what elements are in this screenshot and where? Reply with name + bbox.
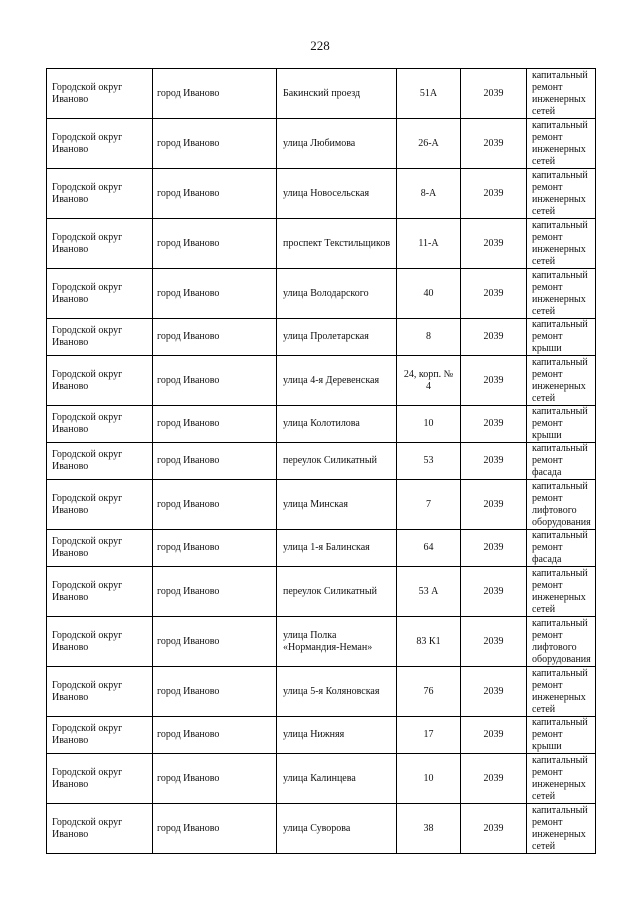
house-number-cell: 24, корп. № 4 [397,356,461,406]
municipality-cell: Городской округ Иваново [47,667,153,717]
street-cell: улица Суворова [277,804,397,854]
locality-cell: город Иваново [153,119,277,169]
table-row [47,530,596,567]
street-cell: улица Пролетарская [277,319,397,356]
street-cell: улица Калинцева [277,754,397,804]
year-cell: 2039 [461,119,527,169]
table-row [47,219,596,269]
house-number-cell: 83 К1 [397,617,461,667]
house-number-cell: 53 [397,443,461,480]
street-cell: переулок Силикатный [277,567,397,617]
house-number-cell: 53 А [397,567,461,617]
year-cell: 2039 [461,480,527,530]
locality-cell: город Иваново [153,269,277,319]
house-number-cell: 17 [397,717,461,754]
table-row [47,617,596,667]
locality-cell: город Иваново [153,69,277,119]
street-cell: Бакинский проезд [277,69,397,119]
locality-cell: город Иваново [153,667,277,717]
municipality-cell: Городской округ Иваново [47,480,153,530]
municipality-cell: Городской округ Иваново [47,269,153,319]
work-type-cell: капитальный ремонт инженерных сетей [527,269,596,319]
table-row [47,667,596,717]
municipality-cell: Городской округ Иваново [47,356,153,406]
locality-cell: город Иваново [153,406,277,443]
work-type-cell: капитальный ремонт лифтового оборудования [527,617,596,667]
municipality-cell: Городской округ Иваново [47,617,153,667]
street-cell: улица Володарского [277,269,397,319]
work-type-cell: капитальный ремонт инженерных сетей [527,119,596,169]
work-type-cell: капитальный ремонт фасада [527,443,596,480]
year-cell: 2039 [461,530,527,567]
work-type-cell: капитальный ремонт крыши [527,406,596,443]
street-cell: улица Полка «Нормандия-Неман» [277,617,397,667]
table-row [47,804,596,854]
work-type-cell: капитальный ремонт инженерных сетей [527,567,596,617]
year-cell: 2039 [461,667,527,717]
street-cell: улица Нижняя [277,717,397,754]
table-row [47,754,596,804]
locality-cell: город Иваново [153,754,277,804]
locality-cell: город Иваново [153,480,277,530]
house-number-cell: 10 [397,754,461,804]
municipality-cell: Городской округ Иваново [47,169,153,219]
locality-cell: город Иваново [153,319,277,356]
street-cell: улица Минская [277,480,397,530]
street-cell: улица 5-я Коляновская [277,667,397,717]
table-row [47,567,596,617]
work-type-cell: капитальный ремонт инженерных сетей [527,356,596,406]
table-row [47,717,596,754]
work-type-cell: капитальный ремонт инженерных сетей [527,667,596,717]
table-row [47,319,596,356]
page-number: 228 [310,38,330,53]
locality-cell: город Иваново [153,717,277,754]
year-cell: 2039 [461,804,527,854]
work-type-cell: капитальный ремонт крыши [527,717,596,754]
work-type-cell: капитальный ремонт инженерных сетей [527,169,596,219]
municipality-cell: Городской округ Иваново [47,319,153,356]
locality-cell: город Иваново [153,356,277,406]
locality-cell: город Иваново [153,617,277,667]
table-row [47,406,596,443]
street-cell: улица 4-я Деревенская [277,356,397,406]
municipality-cell: Городской округ Иваново [47,69,153,119]
municipality-cell: Городской округ Иваново [47,406,153,443]
table-row [47,480,596,530]
year-cell: 2039 [461,356,527,406]
table-row [47,356,596,406]
street-cell: улица Колотилова [277,406,397,443]
house-number-cell: 11-А [397,219,461,269]
year-cell: 2039 [461,754,527,804]
municipality-cell: Городской округ Иваново [47,443,153,480]
year-cell: 2039 [461,406,527,443]
work-type-cell: капитальный ремонт инженерных сетей [527,219,596,269]
table-row [47,443,596,480]
house-number-cell: 38 [397,804,461,854]
house-number-cell: 26-А [397,119,461,169]
street-cell: переулок Силикатный [277,443,397,480]
street-cell: улица 1-я Балинская [277,530,397,567]
table-row [47,269,596,319]
house-number-cell: 8 [397,319,461,356]
year-cell: 2039 [461,69,527,119]
municipality-cell: Городской округ Иваново [47,530,153,567]
table-row [47,169,596,219]
year-cell: 2039 [461,219,527,269]
work-type-cell: капитальный ремонт инженерных сетей [527,69,596,119]
locality-cell: город Иваново [153,530,277,567]
work-type-cell: капитальный ремонт лифтового оборудования [527,480,596,530]
municipality-cell: Городской округ Иваново [47,219,153,269]
municipality-cell: Городской округ Иваново [47,804,153,854]
house-number-cell: 51А [397,69,461,119]
table-row [47,69,596,119]
house-number-cell: 40 [397,269,461,319]
locality-cell: город Иваново [153,567,277,617]
year-cell: 2039 [461,617,527,667]
street-cell: улица Новосельская [277,169,397,219]
work-type-cell: капитальный ремонт инженерных сетей [527,804,596,854]
address-table [46,68,596,854]
work-type-cell: капитальный ремонт крыши [527,319,596,356]
locality-cell: город Иваново [153,219,277,269]
locality-cell: город Иваново [153,804,277,854]
municipality-cell: Городской округ Иваново [47,754,153,804]
year-cell: 2039 [461,717,527,754]
municipality-cell: Городской округ Иваново [47,119,153,169]
municipality-cell: Городской округ Иваново [47,567,153,617]
municipality-cell: Городской округ Иваново [47,717,153,754]
house-number-cell: 64 [397,530,461,567]
street-cell: улица Любимова [277,119,397,169]
street-cell: проспект Текстильщиков [277,219,397,269]
table-row [47,119,596,169]
year-cell: 2039 [461,319,527,356]
house-number-cell: 76 [397,667,461,717]
locality-cell: город Иваново [153,443,277,480]
year-cell: 2039 [461,567,527,617]
house-number-cell: 10 [397,406,461,443]
table-body [47,69,596,854]
house-number-cell: 8-А [397,169,461,219]
year-cell: 2039 [461,269,527,319]
locality-cell: город Иваново [153,169,277,219]
year-cell: 2039 [461,169,527,219]
house-number-cell: 7 [397,480,461,530]
work-type-cell: капитальный ремонт инженерных сетей [527,754,596,804]
work-type-cell: капитальный ремонт фасада [527,530,596,567]
year-cell: 2039 [461,443,527,480]
